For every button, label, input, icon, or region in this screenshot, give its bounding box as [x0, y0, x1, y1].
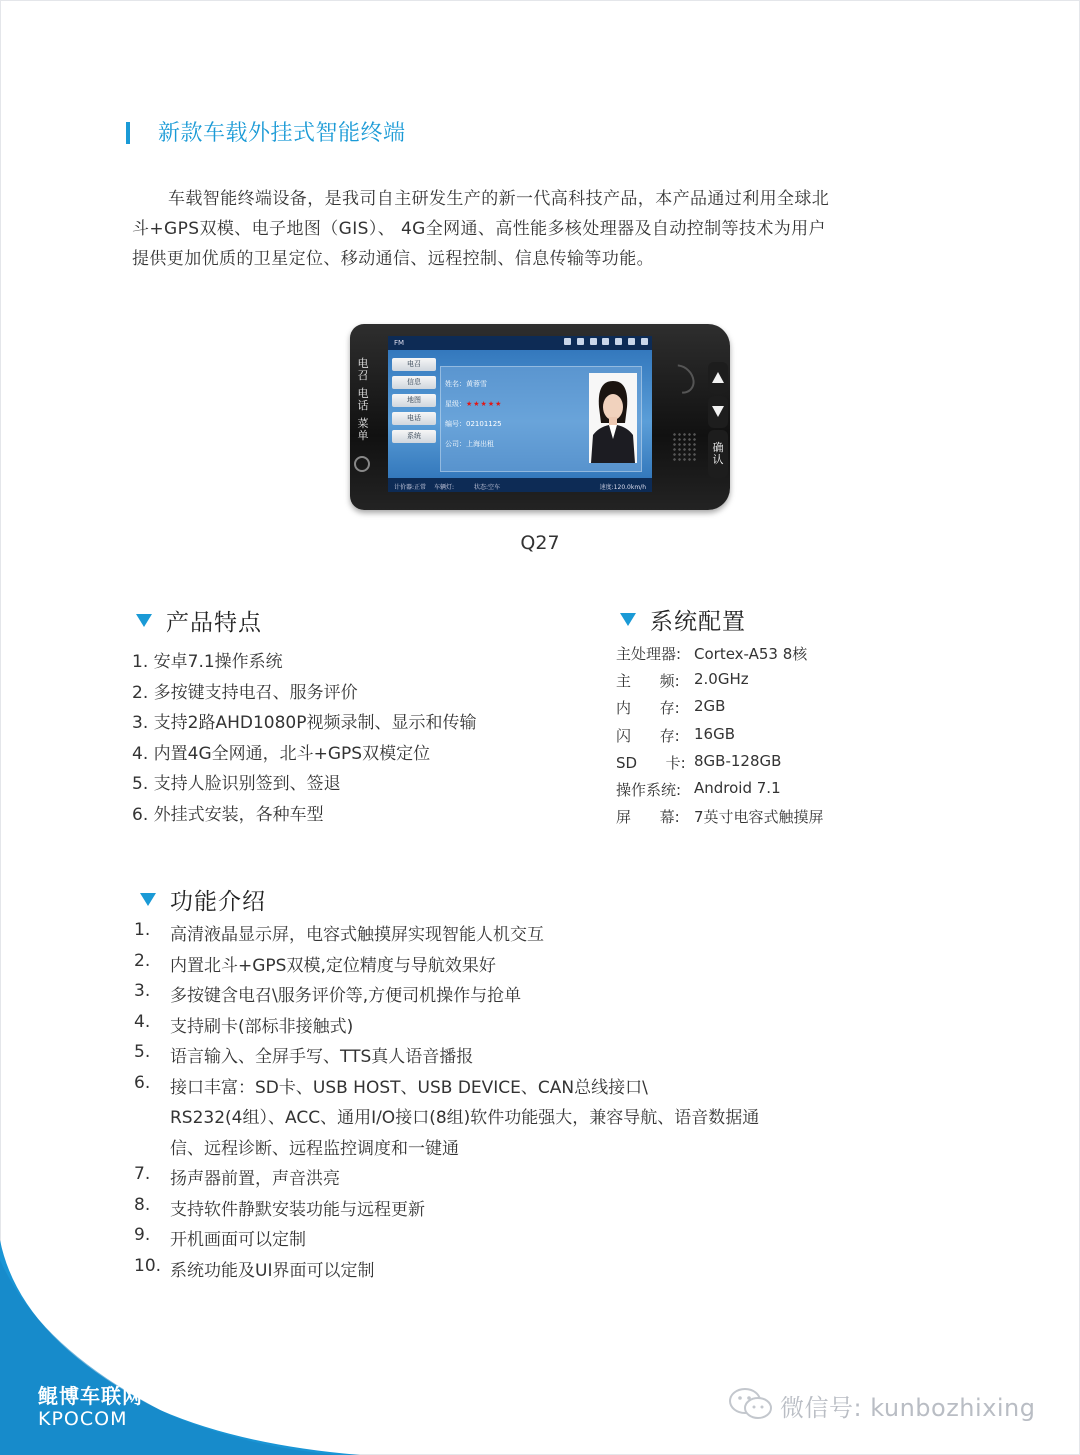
settings-icon	[641, 338, 648, 345]
device-key-confirm: 确认	[708, 430, 728, 478]
list-item: 10. 系统功能及UI界面可以定制	[134, 1255, 375, 1281]
intro-line: 车载智能终端设备，是我司自主研发生产的新一代高科技产品，本产品通过利用全球北	[168, 189, 830, 209]
screen-menu-map: 地图	[392, 394, 436, 407]
list-item: 4. 支持刷卡(部标非接触式)	[134, 1011, 354, 1037]
specs-title: 系统配置	[650, 609, 746, 635]
spec-row	[616, 806, 1036, 833]
features-heading	[136, 604, 262, 637]
driver-card	[440, 366, 642, 472]
page-title: 新款车载外挂式智能终端	[158, 121, 406, 146]
list-item: 1. 安卓7.1操作系统	[132, 652, 283, 672]
spec-value: 16GB	[694, 724, 736, 743]
intro-paragraph	[132, 184, 902, 274]
device-screen	[388, 336, 652, 492]
list-item-continuation: RS232(4组）、ACC、通用I/O接口(8组)软件功能强大，兼容导航、语音数据通	[170, 1108, 760, 1128]
device-model-label: Q27	[520, 532, 560, 554]
intro-line: 斗+GPS双模、电子地图（GIS）、 4G全网通、高性能多核处理器及自动控制等技术为用户	[132, 219, 826, 239]
list-item: 1. 高清液晶显示屏，电容式触摸屏实现智能人机交互	[134, 920, 544, 945]
spec-row	[616, 697, 1036, 724]
device-key-menu: 菜单	[357, 417, 369, 442]
meter-status: 计价器:正常	[394, 484, 427, 491]
status-fm-label: FM	[394, 339, 405, 347]
list-item: 2. 多按键支持电召、服务评价	[132, 682, 358, 703]
device-knob	[354, 456, 370, 472]
screen-menu-dispatch: 电召	[392, 358, 436, 371]
list-item: 9. 开机画面可以定制	[134, 1225, 306, 1250]
spec-key: 操作系统:	[616, 780, 682, 799]
list-item: 5. 支持人脸识别签到、签退	[132, 774, 341, 795]
device-key-dispatch: 电召	[357, 357, 369, 382]
spec-key: 内 存:	[616, 699, 680, 718]
spec-value: 7英寸电容式触摸屏	[694, 808, 824, 827]
screen-status-bar	[388, 336, 652, 350]
triangle-bullet-icon	[620, 613, 636, 626]
driver-id: 编号：02101125	[445, 420, 502, 428]
device-left-panel	[350, 324, 386, 510]
spec-value: Cortex-A53 8核	[694, 645, 808, 663]
driver-photo	[589, 373, 637, 463]
spec-key: 闪 存:	[616, 726, 680, 745]
screen-menu-phone: 电话	[392, 412, 436, 425]
list-item: 2. 内置北斗+GPS双模,定位精度与导航效果好	[134, 950, 496, 976]
features-list	[132, 647, 592, 831]
download-icon	[615, 338, 622, 345]
wechat-id: 微信号: kunbozhixing	[780, 1394, 1036, 1422]
list-item: 4. 内置4G全网通，北斗+GPS双模定位	[132, 743, 431, 764]
spec-key: 主 频:	[616, 672, 680, 691]
arrow-up-icon	[712, 372, 724, 383]
vehicle-status: 状态:空车	[474, 484, 501, 491]
device-key-down	[708, 396, 728, 428]
vehicle-light-status: 车辆灯:	[434, 484, 455, 491]
brand-name-cn: 鲲博车联网	[38, 1384, 143, 1408]
list-item: 8. 支持软件静默安装功能与远程更新	[134, 1194, 425, 1220]
spec-value: Android 7.1	[694, 778, 781, 797]
screen-menu-system: 系统	[392, 430, 436, 443]
device-image	[350, 324, 730, 510]
list-item: 7. 扬声器前置，声音洪亮	[134, 1164, 340, 1189]
spec-key: SD 卡:	[616, 753, 686, 772]
features-title: 产品特点	[166, 610, 262, 636]
signal-icon	[602, 338, 609, 345]
driver-company: 公司：上海出租	[445, 440, 494, 448]
spec-key: 屏 幕:	[616, 808, 680, 827]
driver-portrait-illustration	[589, 373, 637, 463]
brand-name-en: KPOCOM	[38, 1408, 128, 1430]
battery-icon	[590, 338, 597, 345]
title-accent-bar	[126, 122, 130, 144]
rating-stars: ★★★★★	[466, 400, 503, 408]
list-item: 5. 语言输入、全屏手写、TTS真人语音播报	[134, 1042, 474, 1067]
gps-icon	[628, 338, 635, 345]
list-item-continuation: 信、远程诊断、远程监控调度和一键通	[170, 1138, 459, 1159]
triangle-bullet-icon	[140, 893, 156, 906]
functions-heading	[140, 883, 266, 916]
status-icons	[564, 338, 648, 348]
device-key-phone: 电话	[357, 387, 369, 412]
screen-bottom-bar	[388, 478, 652, 492]
device-right-panel	[652, 324, 730, 510]
list-item: 3. 多按键含电召\服务评价等,方便司机操作与抢单	[134, 981, 522, 1006]
spec-row	[616, 670, 1036, 697]
screen-menu-info: 信息	[392, 376, 436, 389]
specs-heading	[620, 603, 746, 636]
triangle-bullet-icon	[136, 614, 152, 627]
arrow-down-icon	[712, 406, 724, 417]
driver-name: 姓名：黄蓉雪	[445, 380, 487, 388]
rfid-icon	[659, 358, 700, 399]
spec-row	[616, 779, 1036, 806]
list-item: 3. 支持2路AHD1080P视频录制、显示和传输	[132, 713, 477, 734]
list-item: 6. 外挂式安装，各种车型	[132, 804, 324, 825]
vehicle-speed: 速度:120.0km/h	[599, 484, 646, 491]
star-icon	[564, 338, 571, 345]
specs-list	[616, 643, 1036, 833]
shield-icon	[577, 338, 584, 345]
list-item: 6. 接口丰富：SD卡、USB HOST、USB DEVICE、CAN总线接口\	[134, 1072, 648, 1098]
spec-value: 2.0GHz	[694, 670, 749, 689]
wechat-icon	[728, 1386, 774, 1422]
driver-rating: 星级：★★★★★	[445, 400, 503, 408]
functions-title: 功能介绍	[170, 889, 266, 915]
device-key-up	[708, 362, 728, 394]
intro-line: 提供更加优质的卫星定位、移动通信、远程控制、信息传输等功能。	[132, 249, 654, 269]
spec-key: 主处理器:	[616, 645, 682, 663]
spec-row	[616, 752, 1036, 779]
speaker-grille-icon	[672, 432, 696, 462]
spec-row	[616, 643, 1036, 670]
spec-row	[616, 725, 1036, 752]
spec-value: 2GB	[694, 697, 726, 716]
spec-value: 8GB-128GB	[694, 751, 782, 770]
